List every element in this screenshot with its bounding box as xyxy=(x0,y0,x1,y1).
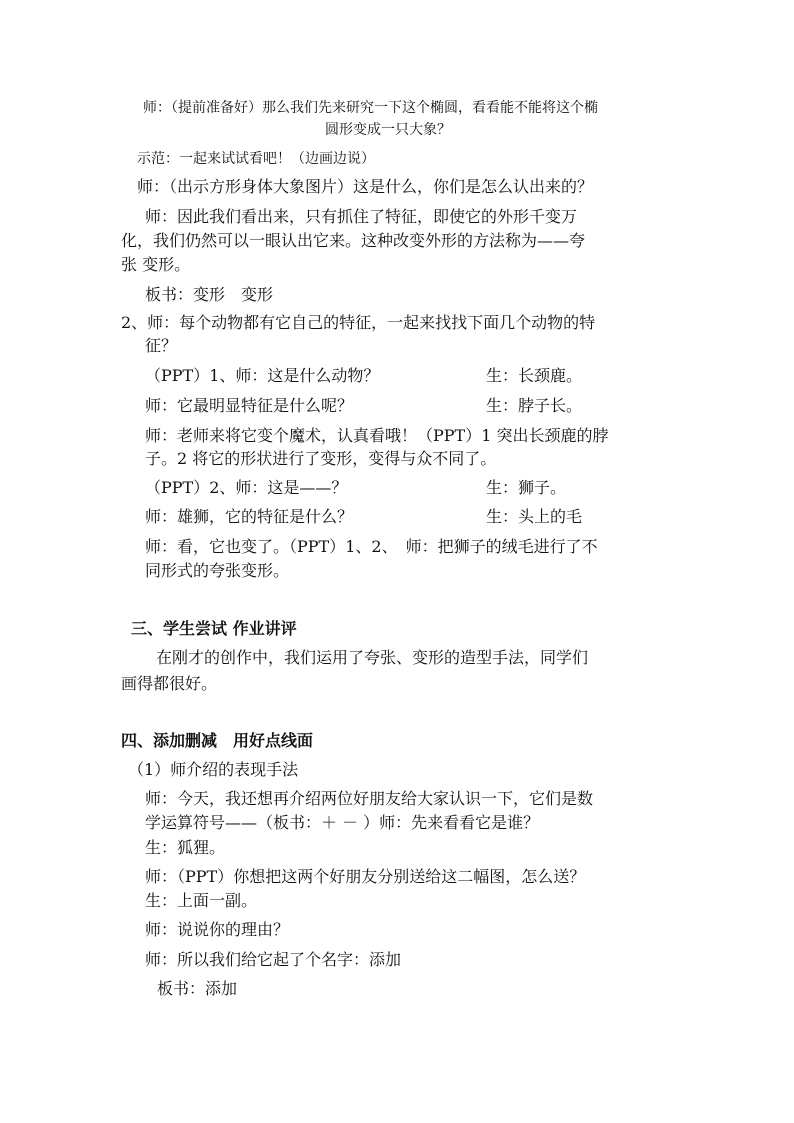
text-line: 画得都很好。 xyxy=(121,674,218,693)
text-line: 师：它最明显特征是什么呢？ xyxy=(145,396,354,415)
text-line: 师：因此我们看出来，只有抓住了特征，即使它的外形千变万 xyxy=(145,207,578,226)
text-line: 师：（PPT）你想把这两个好朋友分别送给这二幅图，怎么送？ xyxy=(145,867,586,886)
section-heading: 四、添加删减 用好点线面 xyxy=(121,731,314,750)
text-line: 生：长颈鹿。 xyxy=(486,366,583,385)
text-line: 师：看，它也变了。（PPT）1、2、 师：把狮子的绒毛进行了不 xyxy=(145,537,598,556)
text-line: 生：脖子长。 xyxy=(486,396,583,415)
text-line: 2、师：每个动物都有它自己的特征，一起来找找下面几个动物的特 xyxy=(121,313,596,332)
text-line: 在刚才的创作中，我们运用了夸张、变形的造型手法，同学们 xyxy=(156,648,589,667)
text-line: 子。2 将它的形状进行了变形，变得与众不同了。 xyxy=(145,449,497,468)
text-line: 师：（出示方形身体大象图片）这是什么，你们是怎么认出来的？ xyxy=(137,177,594,196)
text-line: 师：（提前准备好）那么我们先来研究一下这个椭圆，看看能不能将这个椭 xyxy=(143,100,598,116)
text-line: 生：狐狸。 xyxy=(145,838,226,857)
text-line: 生：狮子。 xyxy=(486,478,567,497)
text-line: 学运算符号——（板书：＋ － ）师：先来看看它是谁？ xyxy=(145,813,540,832)
text-line: 示范：一起来试试看吧！（边画边说） xyxy=(137,151,375,167)
text-line: （PPT）2、师：这是——？ xyxy=(145,478,348,497)
text-line: 师：今天，我还想再介绍两位好朋友给大家认识一下，它们是数 xyxy=(145,789,594,808)
text-line: 化，我们仍然可以一眼认出它来。这种改变外形的方法称为——夸 xyxy=(121,231,586,250)
text-line: 师：说说你的理由？ xyxy=(145,920,290,939)
text-line: 师：所以我们给它起了个名字：添加 xyxy=(145,950,402,969)
text-line: 板书：添加 xyxy=(157,979,238,998)
text-line: （PPT）1、师：这是什么动物？ xyxy=(145,366,380,385)
section-heading: 三、学生尝试 作业讲评 xyxy=(131,619,297,638)
text-line: 生：上面一副。 xyxy=(145,891,258,910)
text-line: 张 变形。 xyxy=(121,255,191,274)
text-line: （1）师介绍的表现手法 xyxy=(128,760,299,779)
text-line: 师：老师来将它变个魔术，认真看哦！（PPT）1 突出长颈鹿的脖 xyxy=(145,426,609,445)
text-line: 征？ xyxy=(145,336,178,355)
text-line: 同形式的夸张变形。 xyxy=(145,561,290,580)
text-line: 师：雄狮，它的特征是什么？ xyxy=(145,507,354,526)
text-line: 圆形变成一只大象？ xyxy=(325,122,451,138)
text-line: 板书：变形 变形 xyxy=(145,285,274,304)
text-line: 生：头上的毛 xyxy=(486,507,583,526)
